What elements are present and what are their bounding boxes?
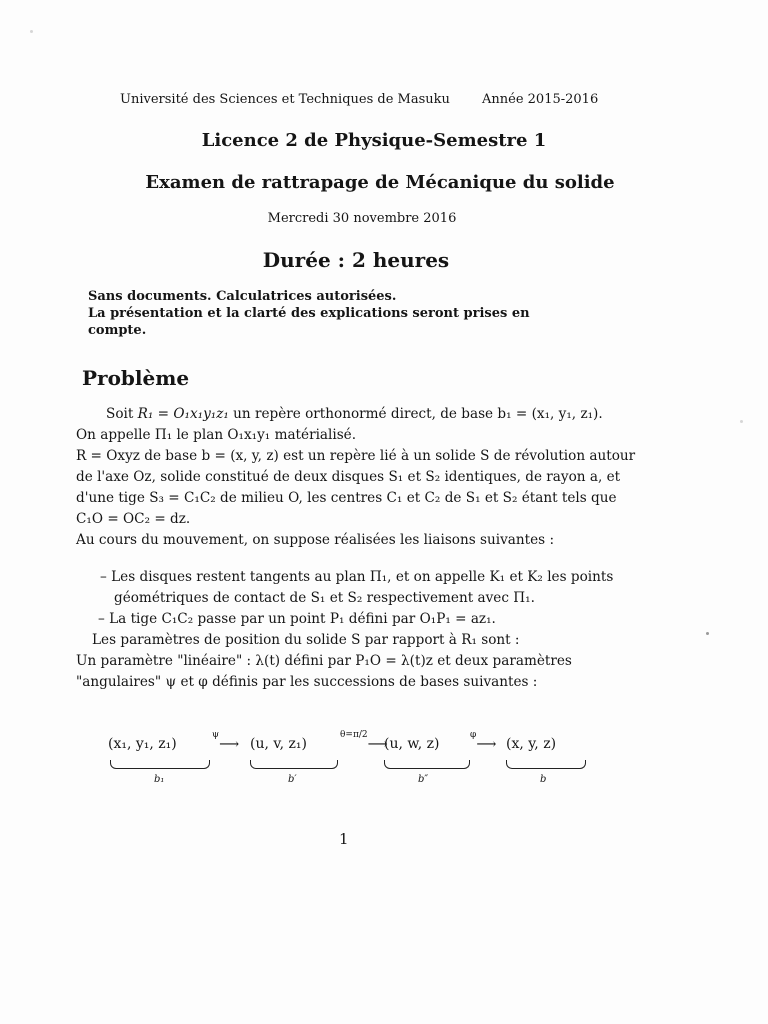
- constraints-list: [76, 567, 646, 630]
- course-title: Licence 2 de Physique-Semestre 1: [201, 130, 547, 151]
- scan-speck: [30, 30, 33, 33]
- constraint-item-2: – La tige C₁C₂ passe par un point P₁ défini par O₁P₁ = az₁.: [98, 611, 496, 627]
- scan-speck: [706, 632, 709, 635]
- underbrace-b: [506, 760, 586, 769]
- constraint-item-1: – Les disques restent tangents au plan Π₁, et on appelle K₁ et K₂ les points géométriques de contact de S₁ et S₂ respectivement avec Π₁.: [100, 569, 614, 606]
- academic-year: Année 2015-2016: [482, 92, 599, 107]
- exam-title: Examen de rattrapage de Mécanique du solide: [145, 172, 615, 193]
- instructions: [88, 288, 588, 339]
- label-b-second: b″: [418, 774, 429, 785]
- underbrace-b-prime: [250, 760, 338, 769]
- problem-text: [76, 404, 646, 693]
- base-b-second-vectors: (u, w, z): [384, 736, 440, 752]
- arrow-psi-label: ψ: [212, 730, 220, 740]
- paragraph-2: On appelle Π₁ le plan O₁x₁y₁ matérialisé.: [76, 427, 357, 443]
- exam-duration: Durée : 2 heures: [262, 248, 450, 272]
- underbrace-b-second: [384, 760, 470, 769]
- arrow-theta: $^{\theta=\pi/2}$⟶: [340, 730, 388, 753]
- base-b-vectors: (x, y, z): [506, 736, 557, 752]
- p1-text-b: un repère orthonormé direct, de base b₁ = (x₁, y₁, z₁).: [228, 406, 603, 422]
- label-b1: b₁: [154, 774, 165, 785]
- instruction-line-2: La présentation et la clarté des explications seront prises en compte.: [88, 306, 530, 338]
- label-b-prime: b′: [288, 774, 297, 785]
- underbrace-b1: [110, 760, 210, 769]
- scan-speck: [740, 420, 743, 423]
- paragraph-5: Les paramètres de position du solide S par rapport à R₁ sont :: [92, 632, 520, 648]
- p1-math: R₁ = O₁x₁y₁z₁: [137, 406, 229, 422]
- exam-date: Mercredi 30 novembre 2016: [267, 211, 457, 226]
- paragraph-4: Au cours du mouvement, on suppose réalisées les liaisons suivantes :: [76, 532, 555, 548]
- instruction-line-1: Sans documents. Calculatrices autorisées.: [88, 289, 397, 304]
- header: [120, 92, 620, 107]
- section-heading: Problème: [82, 366, 190, 390]
- institution-name: Université des Sciences et Techniques de Masuku: [120, 92, 450, 107]
- p1-text-a: Soit: [106, 406, 138, 422]
- paragraph-3: R = Oxyz de base b = (x, y, z) est un repère lié à un solide S de révolution autour de l'axe Oz, solide constitué de deux disques S₁ et S₂ identiques, de rayon a, et d'une tige S₃ = C₁C₂ de milieu O, les centres C₁ et C₂ de S₁ et S₂ étant tels que C₁O = OC₂ = dz.: [76, 448, 636, 527]
- page-number: 1: [339, 830, 349, 848]
- arrow-theta-label: θ=π/2: [340, 730, 368, 740]
- paragraph-6: Un paramètre "linéaire" : λ(t) défini par P₁O = λ(t)z et deux paramètres "angulaires" ψ et φ définis par les successions de bases suivantes :: [76, 653, 572, 690]
- arrow-psi: $^\psi$⟶: [212, 730, 240, 753]
- arrow-phi-label: φ: [470, 730, 477, 740]
- arrow-phi: $^\varphi$⟶: [470, 730, 497, 753]
- base-b1-vectors: (x₁, y₁, z₁): [108, 736, 177, 752]
- base-b-prime-vectors: (u, v, z₁): [250, 736, 307, 752]
- label-b: b: [540, 774, 547, 785]
- paragraph-1: [76, 404, 646, 425]
